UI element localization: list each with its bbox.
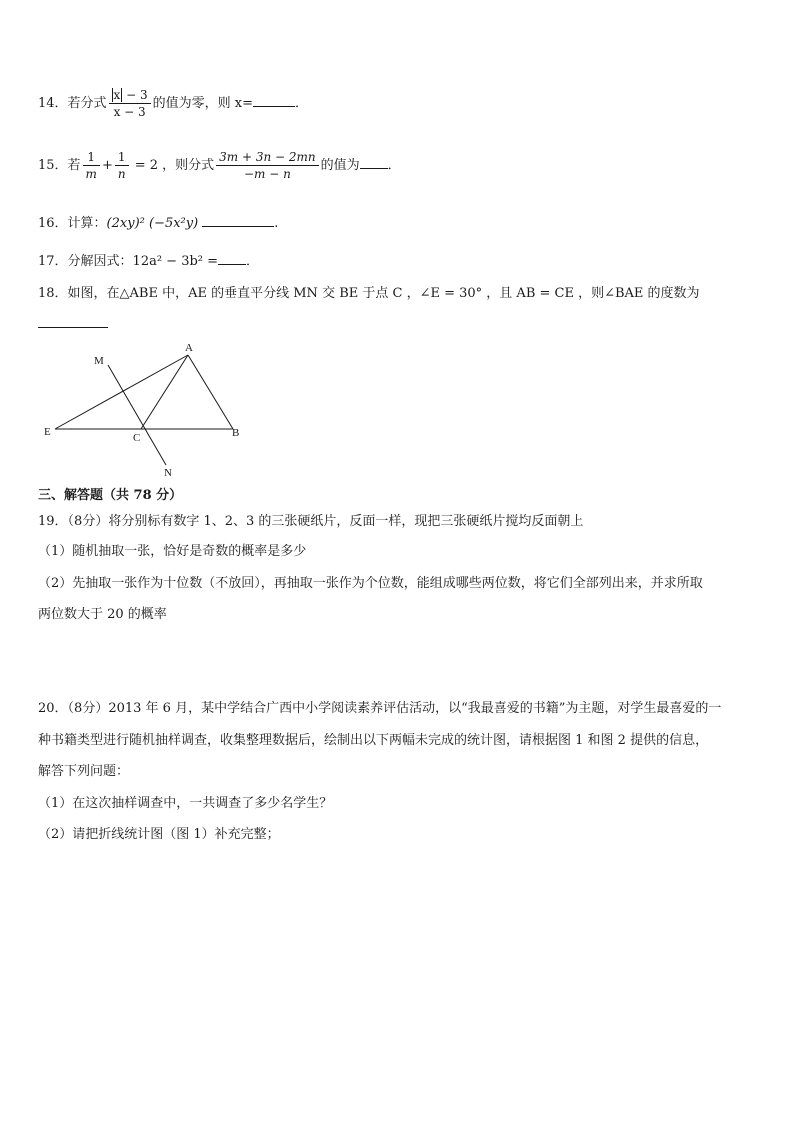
q19-part-2-line-2: 两位数大于 20 的概率 [38, 607, 167, 622]
label-E: E [44, 426, 51, 438]
segment-AB [188, 355, 233, 429]
triangle-figure [38, 340, 258, 480]
label-A: A [185, 342, 193, 354]
q14-prefix: 14．若分式 [38, 96, 107, 111]
q15-main-fraction: $\frac{3m + 3n - 2mn}{-m - n}$ [216, 150, 319, 181]
label-N: N [164, 467, 172, 479]
q17-answer-blank[interactable] [218, 264, 246, 265]
q15-prefix: 15．若 [38, 158, 81, 173]
q15-answer-blank[interactable] [360, 168, 388, 169]
q14-denominator: x − 3 [113, 105, 146, 119]
q18-answer-blank[interactable] [38, 312, 108, 328]
q17-end: ． [246, 254, 260, 269]
section-3-heading: 三、解答题（共 78 分） [38, 488, 183, 503]
segment-AC [141, 355, 188, 429]
q19-intro: 19．（8分）将分别标有数字 1、2、3 的三张硬纸片，反面一样，现把三张硬纸片搅均反面朝上 [38, 514, 584, 529]
q16-answer-blank[interactable] [202, 226, 274, 227]
segment-EA [55, 355, 188, 429]
question-18 [38, 282, 700, 301]
q14-answer-blank[interactable] [253, 106, 295, 107]
q20-part-2: （2）请把折线统计图（图 1）补充完整； [38, 827, 280, 842]
label-M: M [94, 355, 104, 367]
q18-answer-line [38, 312, 108, 328]
q14-end: ． [295, 96, 309, 111]
q20-line-3: 解答下列问题： [38, 764, 130, 779]
q20-part-1: （1）在这次抽样调查中，一共调查了多少名学生？ [38, 796, 333, 811]
q15-end: ． [387, 158, 401, 173]
q15-frac-1-over-m: $\frac{1}{m}$ [83, 150, 100, 181]
question-14 [38, 88, 308, 119]
question-15: 15．若 $\frac{1}{m}$ + $\frac{1}{n}$ = 2 ，则分式 $\frac{3m + 3n - 2mn}{-m - n}$ 的值为 ． [38, 150, 401, 181]
q17-text: 17．分解因式：12a² − 3b² = [38, 254, 219, 269]
q16-expression: (2xy)² (−5x²y) [106, 216, 199, 231]
q19-part-1: （1）随机抽取一张，恰好是奇数的概率是多少 [38, 544, 307, 559]
q20-line-1: 20．（8分）2013 年 6 月，某中学结合广西中小学阅读素养评估活动，以“我最喜爱的书籍”为主题，对学生最喜爱的一 [38, 701, 722, 716]
q14-tail: 的值为零，则 x= [152, 96, 254, 111]
line-MN [108, 365, 166, 465]
q14-abs-x: x [113, 88, 121, 102]
q14-num-rest: − 3 [126, 88, 148, 102]
q16-end: . [274, 216, 279, 231]
label-B: B [232, 427, 240, 439]
q14-fraction [109, 88, 151, 119]
q15-tail: 的值为 [320, 158, 360, 173]
question-16 [38, 212, 278, 231]
q18-text: 18．如图，在△ABE 中，AE 的垂直平分线 MN 交 BE 于点 C ，∠E = 30° ，且 AB = CE ，则∠BAE 的度数为 [38, 286, 700, 301]
q16-prefix: 16．计算： [38, 216, 107, 231]
q19-part-2-line-1: （2）先抽取一张作为十位数（不放回），再抽取一张作为个位数，能组成哪些两位数，将它们全部列出来，并求所取 [38, 576, 703, 591]
q15-condition: = 2 ，则分式 [130, 158, 215, 173]
q20-line-2: 种书籍类型进行随机抽样调查，收集整理数据后，绘制出以下两幅未完成的统计图，请根据图 1 和图 2 提供的信息， [38, 733, 709, 748]
label-C: C [133, 432, 141, 444]
question-17 [38, 250, 259, 269]
q15-frac-1-over-n: $\frac{1}{n}$ [115, 150, 129, 181]
